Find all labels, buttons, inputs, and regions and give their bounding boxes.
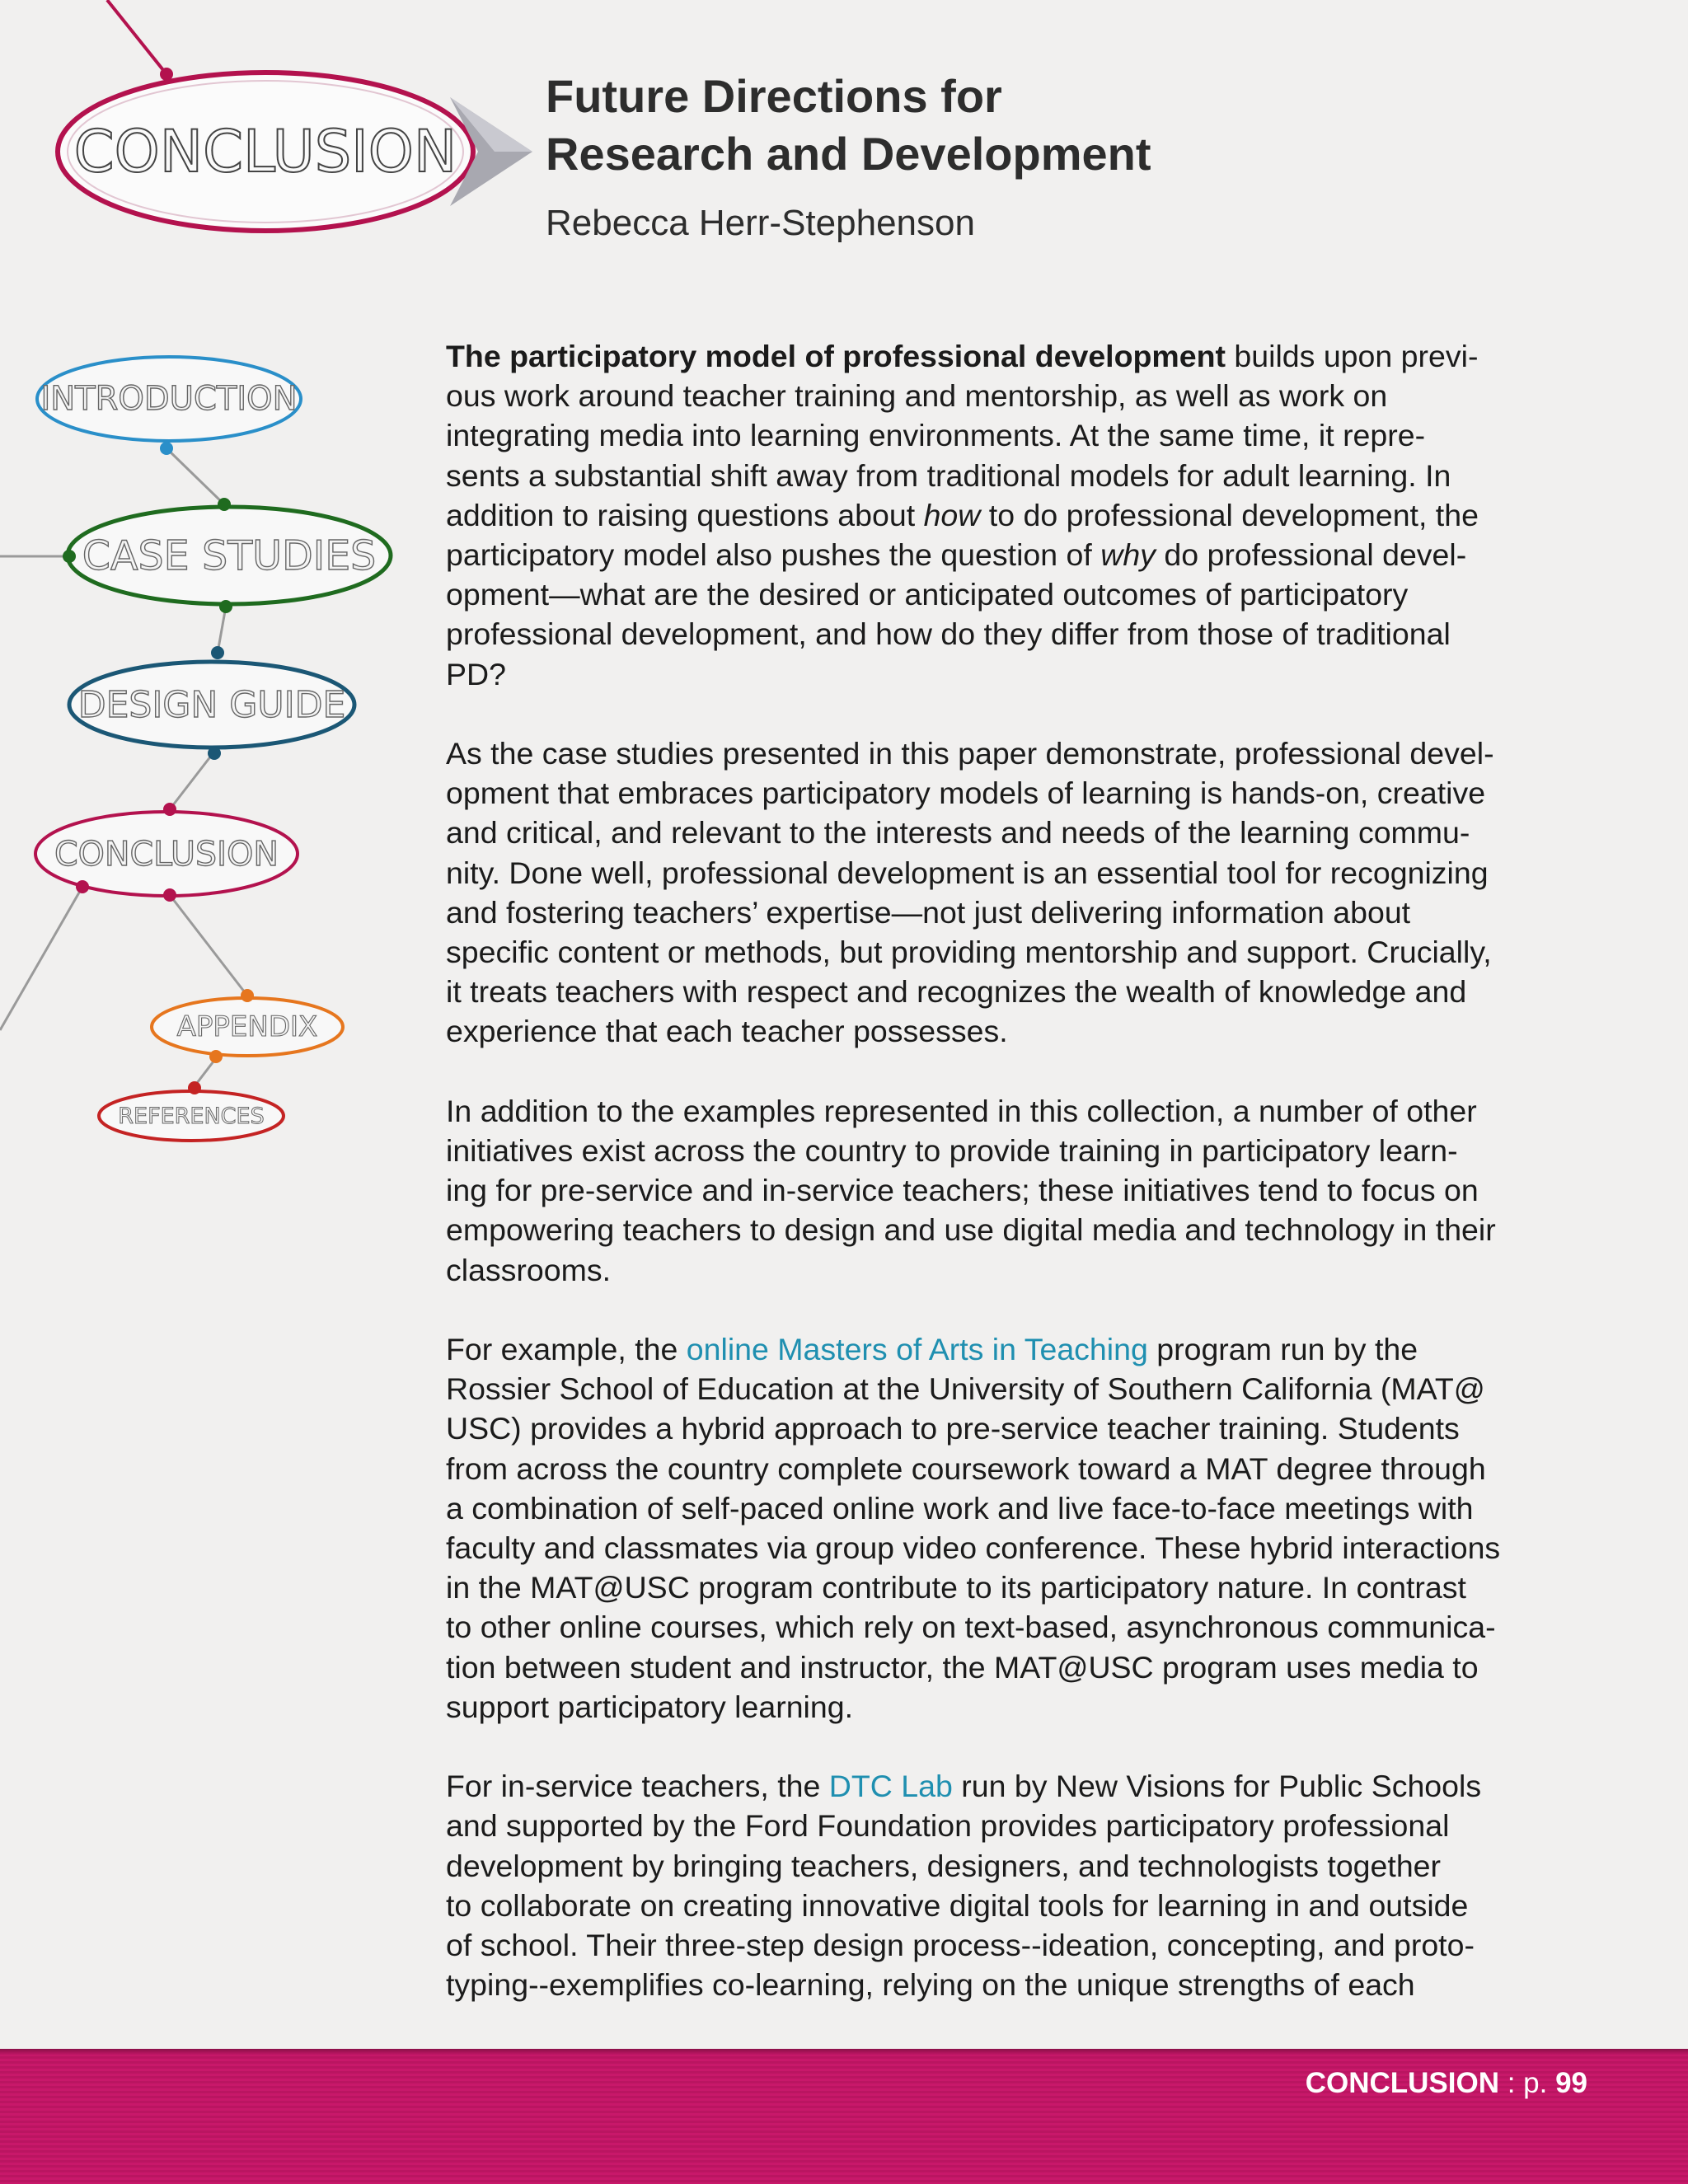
body-line: and critical, and relevant to the interests and needs of the learning commu- (446, 815, 1470, 851)
badge-connector (107, 0, 166, 74)
body-line: specific content or methods, but providing mentorship and support. Crucially, (446, 935, 1492, 970)
page-number: 99 (1555, 2067, 1587, 2099)
body-line: addition to raising questions about how to do professional development, the (446, 497, 1479, 532)
body-line: ing for pre-service and in-service teachers; these initiatives tend to focus on (446, 1173, 1479, 1208)
footer-separator: : p. (1498, 2067, 1556, 2099)
body-line: and fostering teachers’ expertise—not just delivering information about (446, 894, 1411, 930)
nav-design-guide-label: DESIGN GUIDE (77, 683, 346, 726)
body-line: in the MAT@USC program contribute to its participatory nature. In contrast (446, 1570, 1466, 1605)
body-line: opment that embraces participatory models of learning is hands-on, creative (446, 776, 1486, 811)
body-line: nity. Done well, professional development is an essential tool for recognizing (446, 855, 1489, 890)
body-line: tion between student and instructor, the MAT@USC program uses media to (446, 1649, 1479, 1685)
page-footer (1306, 2067, 1587, 2100)
page-title-line-1: Future Directions for (546, 70, 1002, 122)
nav-conclusion-label: CONCLUSION (54, 834, 279, 874)
emphasis: why (1100, 537, 1156, 573)
lead-phrase: The participatory model of professional development (446, 339, 1226, 373)
body-line: The participatory model of professional development builds upon previ- (446, 339, 1479, 373)
emphasis: how (923, 497, 981, 532)
nav-appendix[interactable] (150, 997, 345, 1057)
author-name: Rebecca Herr-Stephenson (546, 203, 975, 243)
body-line: For in-service teachers, the DTC Lab run by New Visions for Public Schools (446, 1769, 1482, 1804)
paragraph-1 (446, 336, 1583, 694)
body-line: For example, the online Masters of Arts in Teaching program run by the (446, 1332, 1418, 1367)
body-line: and supported by the Ford Foundation provides participatory professional (446, 1808, 1450, 1844)
dtc-lab-link[interactable]: DTC Lab (828, 1769, 953, 1804)
body-line: opment—what are the desired or anticipated outcomes of participatory (446, 577, 1409, 612)
nav-case-studies[interactable] (66, 506, 392, 605)
page-title (546, 68, 1617, 183)
body-line: empowering teachers to design and use digital media and technology in their (446, 1212, 1496, 1248)
body-line: of school. Their three-step design process--ideation, concepting, and proto- (446, 1928, 1475, 1963)
nav-case-studies-label: CASE STUDIES (82, 532, 377, 579)
body-line: sents a substantial shift away from traditional models for adult learning. In (446, 457, 1451, 493)
body-line: support participatory learning. (446, 1689, 854, 1724)
paragraph-4 (446, 1329, 1583, 1727)
nav-conclusion[interactable] (35, 811, 298, 897)
body-line: integrating media into learning environments. At the same time, it repre- (446, 418, 1426, 453)
mat-usc-link[interactable]: online Masters of Arts in Teaching (686, 1332, 1148, 1367)
footer-section: CONCLUSION (1305, 2067, 1499, 2099)
body-line: ous work around teacher training and mentorship, as well as work on (446, 378, 1388, 414)
nav-appendix-label: APPENDIX (176, 1010, 318, 1043)
body-line: classrooms. (446, 1252, 612, 1287)
nav-introduction[interactable] (36, 356, 302, 442)
body-line: to other online courses, which rely on text-based, asynchronous communica- (446, 1610, 1496, 1645)
nav-introduction-label: INTRODUCTION (40, 380, 298, 418)
section-badge (54, 71, 476, 232)
nav-references-label: REFERENCES (118, 1103, 265, 1129)
body-line: typing--exemplifies co-learning, relying on the unique strengths of each (446, 1967, 1415, 2003)
body-line: professional development, and how do they differ from those of traditional (446, 616, 1451, 652)
body-line: development by bringing teachers, designers, and technologists together (446, 1848, 1442, 1883)
body-line: faculty and classmates via group video conference. These hybrid interactions (446, 1530, 1501, 1566)
nav-references[interactable] (97, 1090, 285, 1142)
body-line: it treats teachers with respect and recognizes the wealth of knowledge and (446, 974, 1467, 1010)
body-line: to collaborate on creating innovative digital tools for learning in and outside (446, 1887, 1469, 1923)
body-line: As the case studies presented in this paper demonstrate, professional devel- (446, 736, 1494, 771)
nav-design-guide[interactable] (68, 661, 356, 748)
body-line: initiatives exist across the country to provide training in participatory learn- (446, 1133, 1458, 1169)
body-line: PD? (446, 656, 506, 691)
article-body (446, 336, 1583, 2045)
body-line: from across the country complete coursework toward a MAT degree through (446, 1451, 1486, 1486)
paragraph-3 (446, 1091, 1583, 1290)
body-line: participatory model also pushes the question of why do professional devel- (446, 537, 1467, 573)
body-line: USC) provides a hybrid approach to pre-service teacher training. Students (446, 1411, 1460, 1446)
section-badge-label: CONCLUSION (73, 118, 457, 185)
page-title-line-2: Research and Development (546, 128, 1151, 180)
body-line: a combination of self-paced online work and live face-to-face meetings with (446, 1490, 1474, 1526)
body-line: In addition to the examples represented in this collection, a number of other (446, 1093, 1477, 1128)
body-line: experience that each teacher possesses. (446, 1014, 1008, 1049)
body-line: Rossier School of Education at the University of Southern California (MAT@ (446, 1371, 1485, 1407)
paragraph-5 (446, 1766, 1583, 2004)
paragraph-2 (446, 733, 1583, 1052)
